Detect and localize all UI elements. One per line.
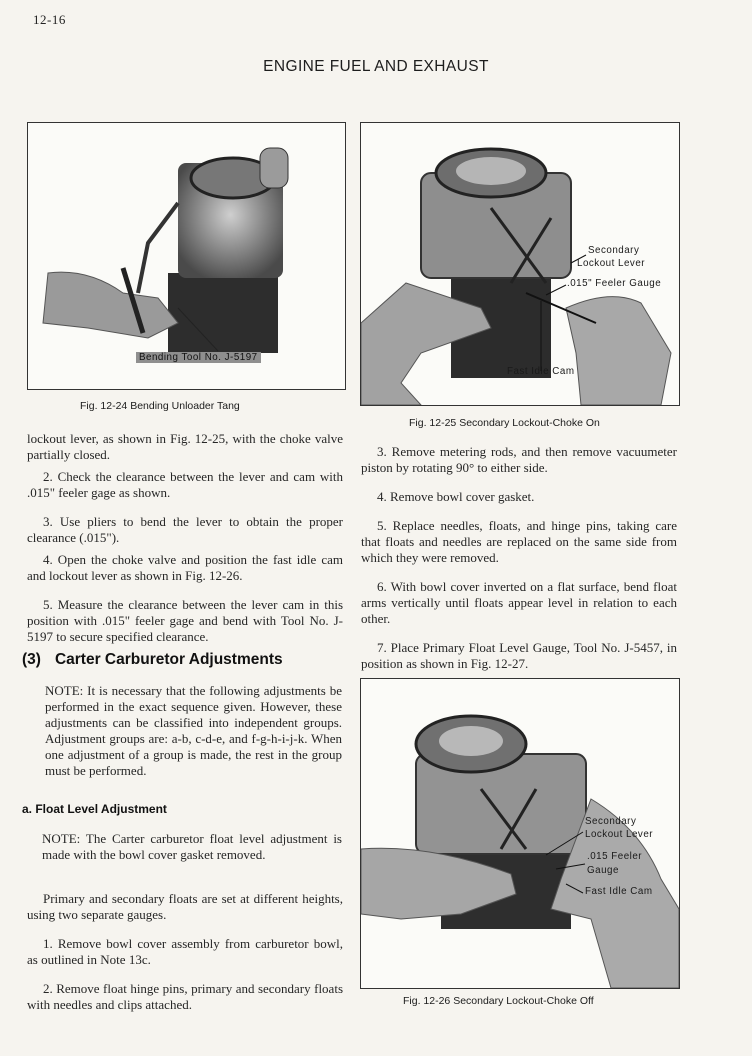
- section-title: Carter Carburetor Adjustments: [54, 651, 283, 668]
- section-heading: [22, 651, 283, 669]
- float-level-text: [27, 891, 343, 1013]
- paragraph: 1. Remove bowl cover assembly from carburetor bowl, as outlined in Note 13c.: [27, 936, 343, 967]
- label-fast-idle-cam: Fast Idle Cam: [585, 886, 653, 897]
- paragraph: 3. Remove metering rods, and then remove vacuumeter piston by rotating 90° to either side.: [361, 444, 677, 475]
- label-gauge: Gauge: [587, 865, 619, 876]
- label-secondary: Secondary: [585, 816, 637, 827]
- label-bending-tool: Bending Tool No. J-5197: [136, 352, 261, 363]
- paragraph: lockout lever, as shown in Fig. 12-25, with the choke valve partially closed.: [27, 431, 343, 462]
- figure-12-25-photo: [360, 122, 680, 406]
- page-title: ENGINE FUEL AND EXHAUST: [263, 58, 489, 75]
- paragraph: 7. Place Primary Float Level Gauge, Tool No. J-5457, in position as shown in Fig. 12-27.: [361, 640, 677, 671]
- paragraph: 2. Remove float hinge pins, primary and secondary floats with needles and clips attached.: [27, 981, 343, 1012]
- paragraph: 2. Check the clearance between the lever and cam with .015" feeler gage as shown.: [27, 469, 343, 500]
- left-column-text: [27, 431, 343, 645]
- label-lockout-lever: Lockout Lever: [585, 829, 654, 840]
- paragraph: 5. Measure the clearance between the lever cam in this position with .015" feeler gage and bend with Tool No. J-5197 to secure specified clearance.: [27, 597, 343, 644]
- caption-fig-12-26: Fig. 12-26 Secondary Lockout-Choke Off: [403, 995, 594, 1007]
- section-number: (3): [22, 651, 41, 668]
- label-feeler-gauge: .015" Feeler Gauge: [567, 278, 662, 289]
- paragraph: 6. With bowl cover inverted on a flat surface, bend float arms vertically until floats appear level in relation to each other.: [361, 579, 677, 626]
- caption-fig-12-24: Fig. 12-24 Bending Unloader Tang: [80, 400, 240, 412]
- label-secondary: Secondary: [588, 245, 640, 256]
- float-level-heading: a. Float Level Adjustment: [22, 802, 167, 816]
- label-lockout-lever: Lockout Lever: [577, 258, 646, 269]
- page-number: 12-16: [33, 12, 66, 27]
- figure-12-26-photo: [360, 678, 680, 989]
- paragraph: 5. Replace needles, floats, and hinge pins, taking care that floats and needles are replaced on the same side from which they were removed.: [361, 518, 677, 565]
- right-column-text: [361, 444, 677, 672]
- paragraph: Primary and secondary floats are set at different heights, using two separate gauges.: [27, 891, 343, 922]
- adjustments-note: NOTE: It is necessary that the following adjustments be performed in the exact sequence given. However, these adjustments can be classified into independent groups. Adjustment groups are: a-b, c-d-e, and f-g-h-i-j-k. When one adjustment of a group is made, the rest in the group must be performed.: [45, 683, 342, 778]
- paragraph: 4. Open the choke valve and position the fast idle cam and lockout lever as shown in Fig. 12-26.: [27, 552, 343, 583]
- paragraph: 3. Use pliers to bend the lever to obtain the proper clearance (.015").: [27, 514, 343, 545]
- caption-fig-12-25: Fig. 12-25 Secondary Lockout-Choke On: [409, 417, 600, 429]
- label-fast-idle-cam: Fast Idle Cam: [507, 366, 575, 377]
- label-feeler-gauge-size: .015 Feeler: [587, 851, 643, 862]
- figure-12-24-photo: [27, 122, 346, 390]
- carburetor-bending-illustration: [28, 123, 345, 389]
- float-level-note: NOTE: The Carter carburetor float level adjustment is made with the bowl cover gasket removed.: [42, 831, 342, 862]
- paragraph: 4. Remove bowl cover gasket.: [377, 489, 535, 504]
